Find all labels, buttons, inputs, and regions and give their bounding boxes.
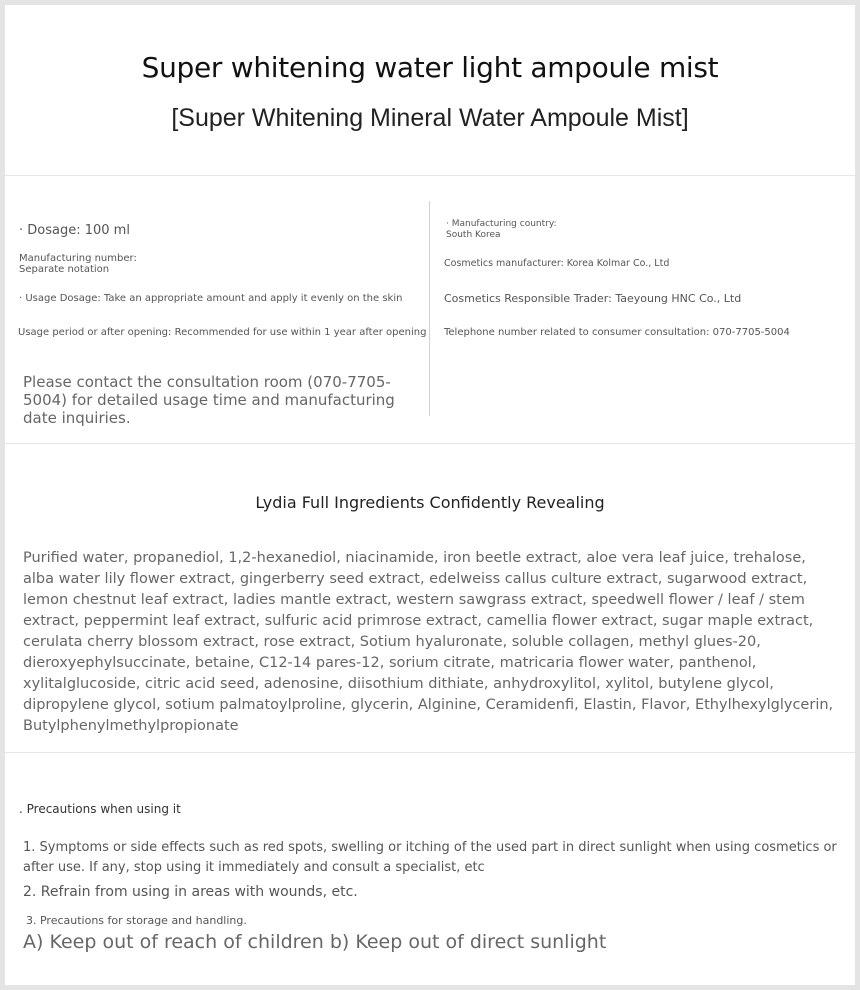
- precaution-item-3-detail: A) Keep out of reach of children b) Keep out of direct sunlight: [23, 931, 607, 953]
- product-subtitle: [Super Whitening Mineral Water Ampoule Mist]: [171, 104, 689, 132]
- ingredients-section: [5, 444, 855, 753]
- precautions-heading: . Precautions when using it: [19, 802, 181, 816]
- product-title: Super whitening water light ampoule mist: [141, 51, 719, 84]
- ingredients-list: Purified water, propanediol, 1,2-hexanediol, niacinamide, iron beetle extract, aloe vera leaf juice, trehalose, alba water lily flower extract, gingerberry seed extract, edelweiss callus culture extract, sugarwood extract, lemon chestnut leaf extract, ladies mantle extract, western sawgrass extract, speedwell flower / leaf / stem extract, peppermint leaf extract, sulfuric acid primrose extract, camellia flower extract, sugar maple extract, cerulata cherry blossom extract, rose extract, Sotium hyaluronate, soluble collagen, methyl glues-20, dieroxyephylsuccinate, betaine, C12-14 pares-12, sorium citrate, matricaria flower water, panthenol, xylitalglucoside, citric acid seed, adenosine, diisothium dithiate, anhydroxylitol, xylitol, butylene glycol, dipropylene glycol, sotium palmatoylproline, glycerin, Alginine, Ceramidenfi, Elastin, Flavor, Ethylhexylglycerin, Butylphenylmethylpropionate: [23, 550, 834, 734]
- column-divider: [429, 201, 430, 416]
- manufacturer-text: Cosmetics manufacturer: Korea Kolmar Co., Ltd: [444, 258, 670, 269]
- ingredients-title: Lydia Full Ingredients Confidently Revealing: [255, 493, 605, 512]
- precautions-section: [5, 753, 855, 985]
- contact-note-text: Please contact the consultation room (070-7705-5004) for detailed usage time and manufacturing date inquiries.: [23, 373, 395, 427]
- telephone-text: Telephone number related to consumer consultation: 070-7705-5004: [444, 327, 790, 338]
- country-value: South Korea: [446, 230, 501, 240]
- dosage-text: · Dosage: 100 ml: [19, 223, 130, 238]
- usage-period-text: Usage period or after opening: Recommended for use within 1 year after opening: [18, 327, 427, 338]
- country-label: · Manufacturing country:: [446, 219, 557, 229]
- usage-dosage-text: · Usage Dosage: Take an appropriate amount and apply it evenly on the skin: [19, 293, 403, 304]
- precaution-item-2: 2. Refrain from using in areas with wounds, etc.: [23, 884, 358, 900]
- precaution-item-3: 3. Precautions for storage and handling.: [26, 914, 247, 927]
- manufacturing-number-text: Manufacturing number: Separate notation: [19, 253, 137, 275]
- product-info-section: [5, 176, 855, 444]
- title-section: [5, 5, 855, 176]
- product-info-page: [5, 5, 855, 985]
- precaution-item-1: 1. Symptoms or side effects such as red spots, swelling or itching of the used part in direct sunlight when using cosmetics or after use. If any, stop using it immediately and consult a specialist, etc: [23, 840, 837, 875]
- responsible-trader-text: Cosmetics Responsible Trader: Taeyoung HNC Co., Ltd: [444, 292, 742, 305]
